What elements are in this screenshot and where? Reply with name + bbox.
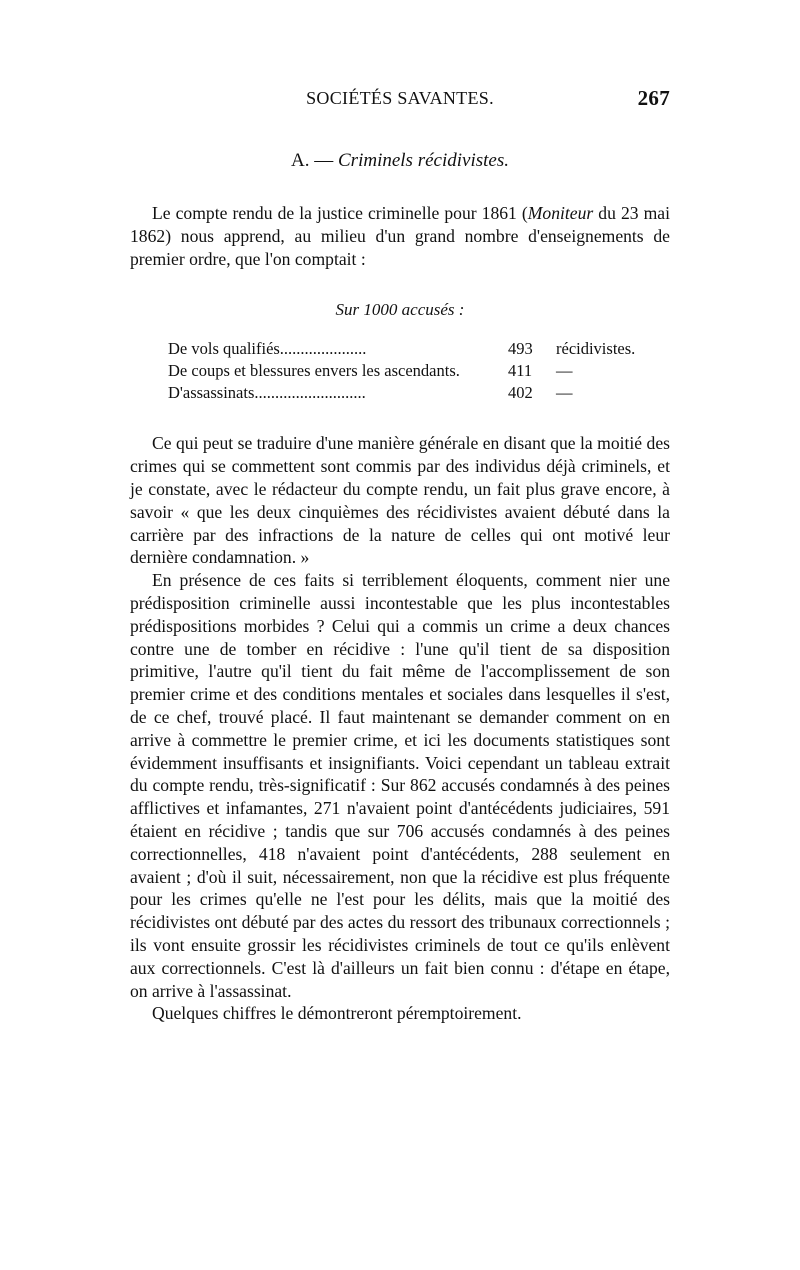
intro-text-rest: du 23 mai 1862) nous apprend, au milieu d'un grand nombre d'enseignements de premier ordre, que l'on comptait : xyxy=(130,203,670,269)
intro-source: Moniteur xyxy=(527,203,594,223)
section-title: Criminels récidivistes. xyxy=(338,150,509,171)
running-title: SOCIÉTÉS SAVANTES. xyxy=(306,88,494,108)
stat-row xyxy=(168,338,670,360)
stat-label: D'assassinats........................... xyxy=(168,383,366,403)
book-page xyxy=(130,88,670,1025)
page-number: 267 xyxy=(637,86,670,110)
paragraph: En présence de ces faits si terriblement éloquents, comment nier une prédisposition criminelle aussi incontestable que les plus incontestables prédispositions morbides ? Celui qui a commis un crime a deux chances contre une de tomber en récidive : l'une qu'il tient de sa disposition primitive, l'autre qu'il tient du fait même de l'accomplissement de son premier crime et des conditions mentales et sociales dans lesquelles il s'est, de ce chef, trouvé placé. Il faut maintenant se demander comment on en arrive à commettre le premier crime, et ici les documents statistiques sont évidemment insuffisants et insignifiants. Voici cependant un tableau extrait du compte rendu, très-significatif : Sur 862 accusés condamnés à des peines afflictives et infamantes, 271 n'avaient point d'antécédents judiciaires, 591 étaient en récidive ; tandis que sur 706 accusés condamnés à des peines correctionnelles, 418 n'avaient point d'antécédents, 288 seulement en avaient ; d'où il suit, nécessairement, non que la récidive est plus fréquente pour les crimes qu'elle ne l'est pour les délits, mais que la moitié des récidivistes ont débuté par des actes du ressort des tribunaux correctionnels ; ils vont ensuite grossir les récidivistes criminels de tout ce qu'ils enlèvent aux correctionnels. C'est là d'ailleurs un fait bien connu : d'étape en étape, on arrive à l'assassinat. xyxy=(130,570,670,1001)
paragraph: Ce qui peut se traduire d'une manière générale en disant que la moitié des crimes qui se commettent sont commis par des individus déjà criminels, et je constate, avec le rédacteur du compte rendu, un fait plus grave encore, à savoir « que les deux cinquièmes des récidivistes avaient débuté dans la carrière par des infractions de la nature de celles qui ont motivé leur dernière condamnation. » xyxy=(130,433,670,568)
stat-value: 493 xyxy=(508,339,533,359)
section-letter: A. — xyxy=(291,150,334,171)
stat-label: De vols qualifiés..................... xyxy=(168,339,367,359)
paragraph: Quelques chiffres le démontreront péremptoirement. xyxy=(152,1003,522,1024)
stat-note: récidivistes. xyxy=(556,339,636,359)
intro-text: Le compte rendu de la justice criminelle pour 1861 ( xyxy=(152,203,528,223)
stat-value: 402 xyxy=(508,383,533,403)
stat-row xyxy=(168,382,670,404)
stat-label: De coups et blessures envers les ascendants. xyxy=(168,361,460,381)
section-heading xyxy=(130,150,670,172)
table-heading: Sur 1000 accusés : xyxy=(335,300,465,320)
stat-row xyxy=(168,360,670,382)
stats-table xyxy=(168,338,670,404)
intro-paragraph xyxy=(130,202,670,270)
stat-note: — xyxy=(556,383,573,403)
stat-value: 411 xyxy=(508,361,533,381)
body-text xyxy=(130,432,670,1025)
running-head xyxy=(130,88,670,116)
stat-note: — xyxy=(556,361,573,381)
